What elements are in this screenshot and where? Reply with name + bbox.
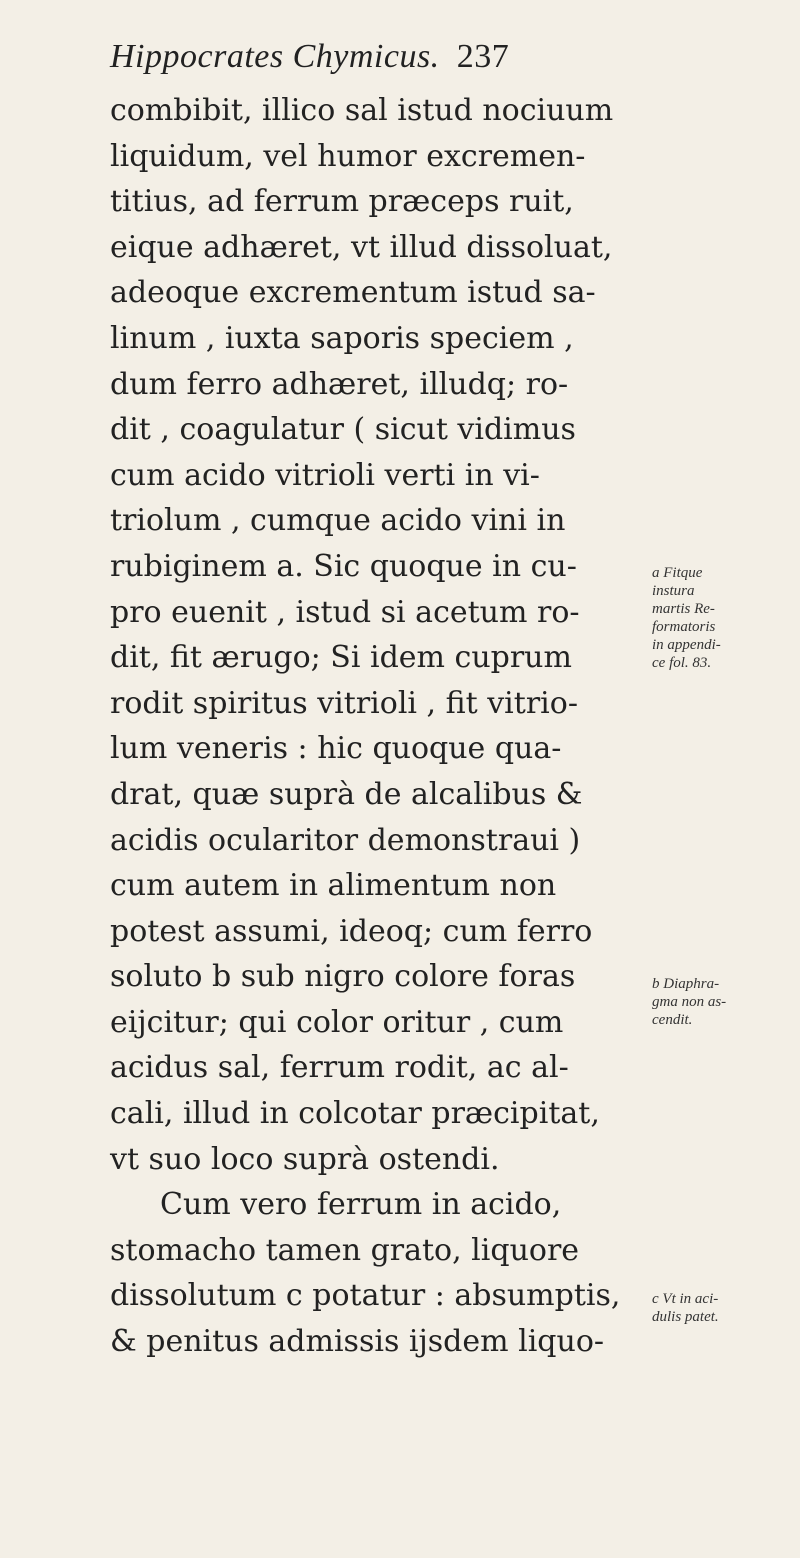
- margin-note-c: [652, 1290, 800, 1326]
- margin-note-line: a Fitque: [652, 565, 703, 581]
- margin-note-line: formatoris: [652, 619, 716, 635]
- margin-note-line: c Vt in aci-: [652, 1291, 719, 1307]
- text-line: cali, illud in colcotar præcipitat,: [110, 1096, 600, 1132]
- text-line: combibit, illico sal istud nociuum: [110, 93, 614, 128]
- margin-note-line: ce fol. 83.: [652, 655, 712, 671]
- margin-note-line: instura: [652, 583, 695, 599]
- text-line: linum , iuxta saporis speciem ,: [110, 320, 574, 356]
- text-line: & penitus admissis ijsdem liquo-: [110, 1324, 605, 1360]
- text-line: lum veneris : hic quoque qua-: [110, 731, 562, 767]
- text-line: adeoque excrementum istud sa-: [110, 275, 596, 311]
- running-header: [110, 38, 509, 76]
- text-line: liquidum, vel humor excremen-: [110, 138, 586, 174]
- margin-note-a: [652, 564, 800, 672]
- margin-note-b: [652, 975, 800, 1029]
- text-line: Cum vero ferrum in acido,: [160, 1187, 562, 1223]
- running-title: Hippocrates Chymicus.: [110, 38, 440, 75]
- text-line: dit, fit ærugo; Si idem cuprum: [110, 640, 572, 676]
- margin-note-line: dulis patet.: [652, 1309, 719, 1325]
- text-line: drat, quæ suprà de alcalibus &: [110, 776, 583, 812]
- text-line: eique adhæret, vt illud dissoluat,: [110, 229, 613, 265]
- text-line: titius, ad ferrum præceps ruit,: [110, 184, 574, 220]
- text-line: triolum , cumque acido vini in: [110, 503, 566, 539]
- text-line: eijcitur; qui color oritur , cum: [110, 1004, 564, 1040]
- text-line: stomacho tamen grato, liquore: [110, 1232, 580, 1268]
- text-line: dum ferro adhæret, illudq; ro-: [110, 366, 569, 402]
- main-text: [110, 88, 640, 1365]
- text-line: acidus sal, ferrum rodit, ac al-: [110, 1050, 569, 1086]
- text-line: acidis ocularitor demonstraui ): [110, 822, 581, 858]
- margin-note-line: cendit.: [652, 1012, 693, 1028]
- text-line: rodit spiritus vitrioli , fit vitrio-: [110, 685, 578, 721]
- margin-note-line: martis Re-: [652, 601, 715, 617]
- text-line: dissolutum c potatur : absumptis,: [110, 1278, 621, 1314]
- text-line: pro euenit , istud si acetum ro-: [110, 594, 580, 630]
- text-line: soluto b sub nigro colore foras: [110, 959, 576, 995]
- text-line: rubiginem a. Sic quoque in cu-: [110, 548, 577, 584]
- page-number: 237: [456, 38, 510, 75]
- text-line: dit , coagulatur ( sicut vidimus: [110, 412, 576, 448]
- margin-note-line: in appendi-: [652, 637, 721, 653]
- text-line: cum autem in alimentum non: [110, 868, 557, 904]
- text-line: vt suo loco suprà ostendi.: [110, 1141, 500, 1177]
- text-line: potest assumi, ideoq; cum ferro: [110, 913, 593, 949]
- text-line: cum acido vitrioli verti in vi-: [110, 457, 540, 493]
- margin-note-line: gma non as-: [652, 994, 727, 1010]
- margin-note-line: b Diaphra-: [652, 976, 720, 992]
